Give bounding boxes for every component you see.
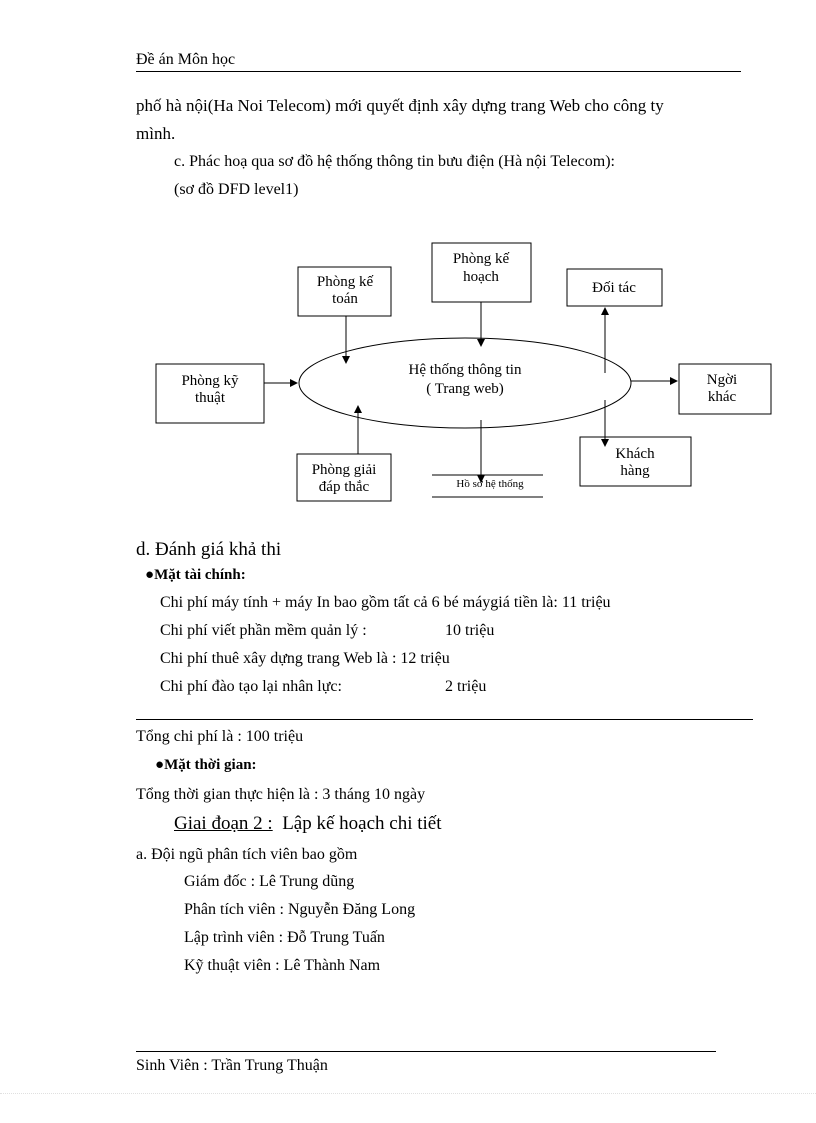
team-member-2: Phân tích viên : Nguyễn Đăng Long xyxy=(184,901,416,918)
section-d-title: d. Đánh giá khả thi xyxy=(136,539,282,560)
entity-ketoan-line1: Phòng kế xyxy=(316,274,374,290)
entity-giaidap-line2: đáp thắc xyxy=(318,479,370,495)
phase2-title: Lập kế hoạch chi tiết xyxy=(282,813,442,834)
bullet-icon: ● xyxy=(155,757,165,773)
entity-khachhang-line1: Khách xyxy=(615,446,655,462)
time-heading xyxy=(155,757,257,774)
cost-line-4-value: 2 triệu xyxy=(445,678,487,695)
process-label-line1: Hệ thống thông tin xyxy=(408,362,522,378)
section-c-heading: c. Phác hoạ qua sơ đồ hệ thống thông tin bưu điện (Hà nội Telecom): xyxy=(174,153,615,170)
cost-line-1: Chi phí máy tính + máy In bao gồm tất cả 6 bé máygiá tiền là: 11 triệu xyxy=(160,594,611,611)
time-total: Tổng thời gian thực hiện là : 3 tháng 10 ngày xyxy=(136,786,426,803)
entity-nguoikhac-line2: khác xyxy=(707,389,737,405)
entity-kythuat-line2: thuật xyxy=(195,390,225,406)
team-member-1: Giám đốc : Lê Trung dũng xyxy=(184,873,355,890)
phase2-label: Giai đoạn 2 : xyxy=(174,813,273,834)
dfd-diagram xyxy=(0,230,816,510)
page-edge-dotted-line xyxy=(0,1093,816,1094)
entity-kythuat-line1: Phòng kỹ xyxy=(181,373,239,389)
entity-nguoikhac-line1: Ngời xyxy=(706,372,738,388)
entity-kehoach-line2: hoạch xyxy=(463,269,499,285)
entity-doitac-label: Đối tác xyxy=(592,280,636,296)
team-member-4: Kỹ thuật viên : Lê Thành Nam xyxy=(184,957,381,974)
finance-heading-text: Mặt tài chính: xyxy=(154,567,246,583)
cost-line-2-label: Chi phí viết phần mềm quản lý : xyxy=(160,622,367,639)
entity-ketoan-line2: toán xyxy=(332,291,358,307)
entity-giaidap-line1: Phòng giải xyxy=(311,462,377,478)
total-cost: Tổng chi phí là : 100 triệu xyxy=(136,728,304,745)
page-header-title: Đề án Môn học xyxy=(136,51,236,68)
footer-rule xyxy=(136,1051,716,1052)
bullet-icon: ● xyxy=(145,567,155,583)
section-c-subheading: (sơ đồ DFD level1) xyxy=(174,181,299,198)
time-heading-text: Mặt thời gian: xyxy=(164,757,257,773)
process-label-line2: ( Trang web) xyxy=(426,381,504,397)
team-member-3: Lập trình viên : Đỗ Trung Tuấn xyxy=(184,929,385,946)
entity-kehoach-line1: Phòng kế xyxy=(452,251,510,267)
header-rule xyxy=(136,71,741,72)
datastore-label: Hồ sơ hệ thống xyxy=(456,478,524,490)
intro-line-2: mình. xyxy=(136,124,176,143)
footer-author: Sinh Viên : Trần Trung Thuận xyxy=(136,1057,328,1074)
finance-heading xyxy=(145,567,246,584)
total-rule xyxy=(136,719,753,720)
cost-line-2-value: 10 triệu xyxy=(445,622,495,639)
phase2-heading xyxy=(174,813,442,835)
cost-line-3: Chi phí thuê xây dựng trang Web là : 12 triệu xyxy=(160,650,450,667)
team-heading: a. Đội ngũ phân tích viên bao gồm xyxy=(136,846,358,863)
intro-line-1: phố hà nội(Ha Noi Telecom) mới quyết định xây dựng trang Web cho công ty xyxy=(136,96,664,115)
cost-line-4-label: Chi phí đào tạo lại nhân lực: xyxy=(160,678,342,695)
entity-khachhang-line2: hàng xyxy=(620,463,650,479)
